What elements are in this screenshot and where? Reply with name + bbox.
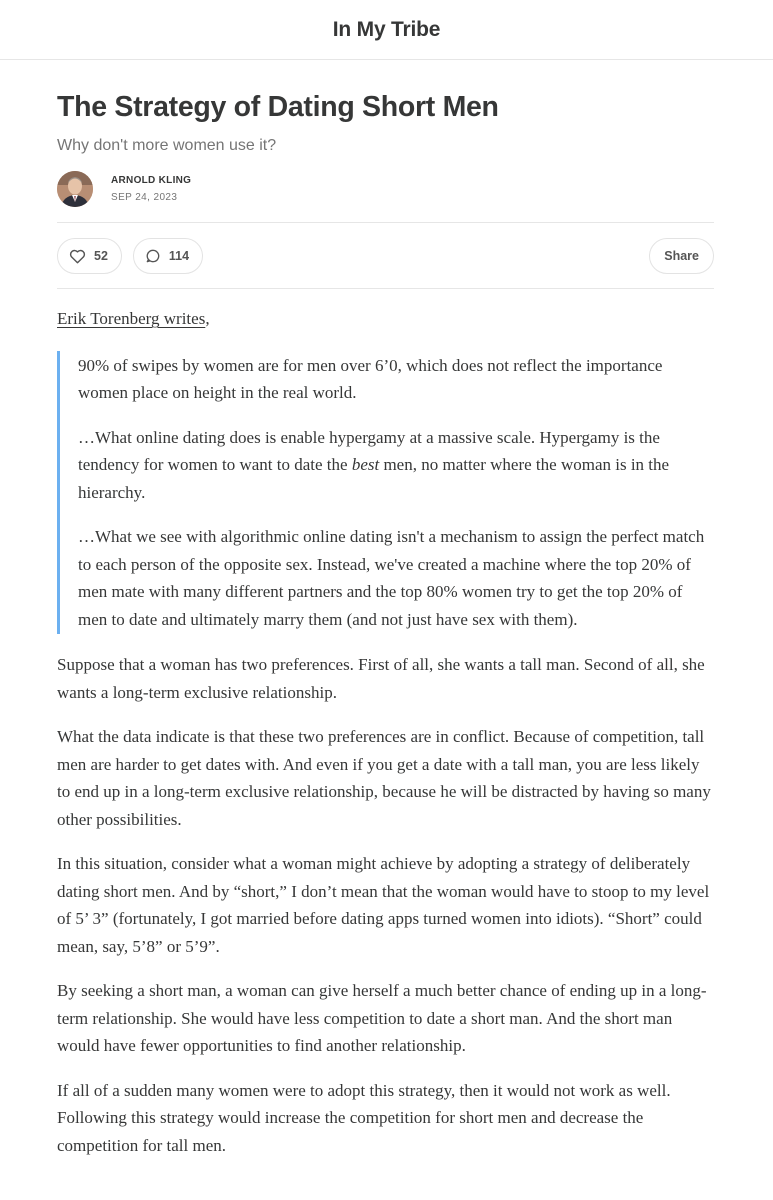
blockquote	[57, 351, 714, 635]
body-paragraph-2: What the data indicate is that these two preferences are in conflict. Because of competition, tall men are harder to get dates with. And even if you get a date with a tall man, you are less likely to end up in a long-term exclusive relationship, because he will be distracted by having so many other possibilities.	[57, 727, 711, 829]
top-bar	[0, 0, 773, 60]
heart-icon	[69, 248, 86, 264]
comment-bubble-icon	[145, 248, 161, 264]
body-paragraph-4: By seeking a short man, a woman can give herself a much better chance of ending up in a long-term relationship. She would have less competition to date a short man. And the short man would have fewer opportunities to find another relationship.	[57, 981, 707, 1055]
quote-p2-before: …What online dating does is enable hypergamy at a massive scale. Hypergamy is the tendency for women to want to date the	[78, 427, 660, 474]
post-subtitle: Why don't more women use it?	[57, 137, 277, 154]
post-container	[57, 90, 714, 1159]
comment-button[interactable]	[133, 238, 203, 274]
comment-count: 114	[168, 248, 190, 263]
author-name[interactable]: ARNOLD KLING	[111, 174, 192, 186]
like-count: 52	[94, 248, 108, 263]
body-paragraph-3: In this situation, consider what a woman might achieve by adopting a strategy of deliberately dating short men. And by “short,” I don’t mean that the woman would have to stoop to my level of 5’ 3” (fortunately, I got married before dating apps turned women into idiots). “Short” could mean, say, 5’8” or 5’9”.	[57, 854, 710, 956]
intro-paragraph	[57, 305, 714, 333]
byline	[57, 170, 714, 208]
quote-paragraph-2	[78, 424, 714, 507]
actions-left	[57, 238, 203, 274]
source-link[interactable]: Erik Torenberg writes	[57, 309, 206, 328]
post-title: The Strategy of Dating Short Men	[57, 91, 499, 123]
like-button[interactable]	[57, 238, 122, 274]
author-avatar[interactable]	[57, 171, 93, 207]
byline-meta	[111, 174, 191, 205]
share-button[interactable]: Share	[649, 238, 714, 274]
intro-suffix: ,	[205, 309, 210, 328]
body-paragraph-5: If all of a sudden many women were to adopt this strategy, then it would not work as well. Following this strategy would increase the competition for short men and decrease the competition for tall men.	[57, 1080, 671, 1155]
quote-p2-after: men, no matter where the woman is in the hierarchy.	[78, 455, 670, 502]
quote-paragraph-1: 90% of swipes by women are for men over 6’0, which does not reflect the importance women place on height in the real world.	[78, 355, 663, 402]
post-date: SEP 24, 2023	[111, 191, 178, 203]
body-paragraph-1: Suppose that a woman has two preferences. First of all, she wants a tall man. Second of all, she wants a long-term exclusive relationship.	[57, 655, 705, 702]
article-body	[57, 305, 714, 1159]
post-actions-bar	[57, 222, 714, 289]
publication-name[interactable]: In My Tribe	[332, 17, 441, 41]
quote-p2-emphasis: best	[351, 455, 380, 474]
quote-paragraph-3: …What we see with algorithmic online dating isn't a mechanism to assign the perfect match to each person of the opposite sex. Instead, we've created a machine where the top 20% of men mate with many different partners and the top 80% women try to get the top 20% of men to date and ultimately marry them (and not just have sex with them).	[78, 527, 705, 629]
